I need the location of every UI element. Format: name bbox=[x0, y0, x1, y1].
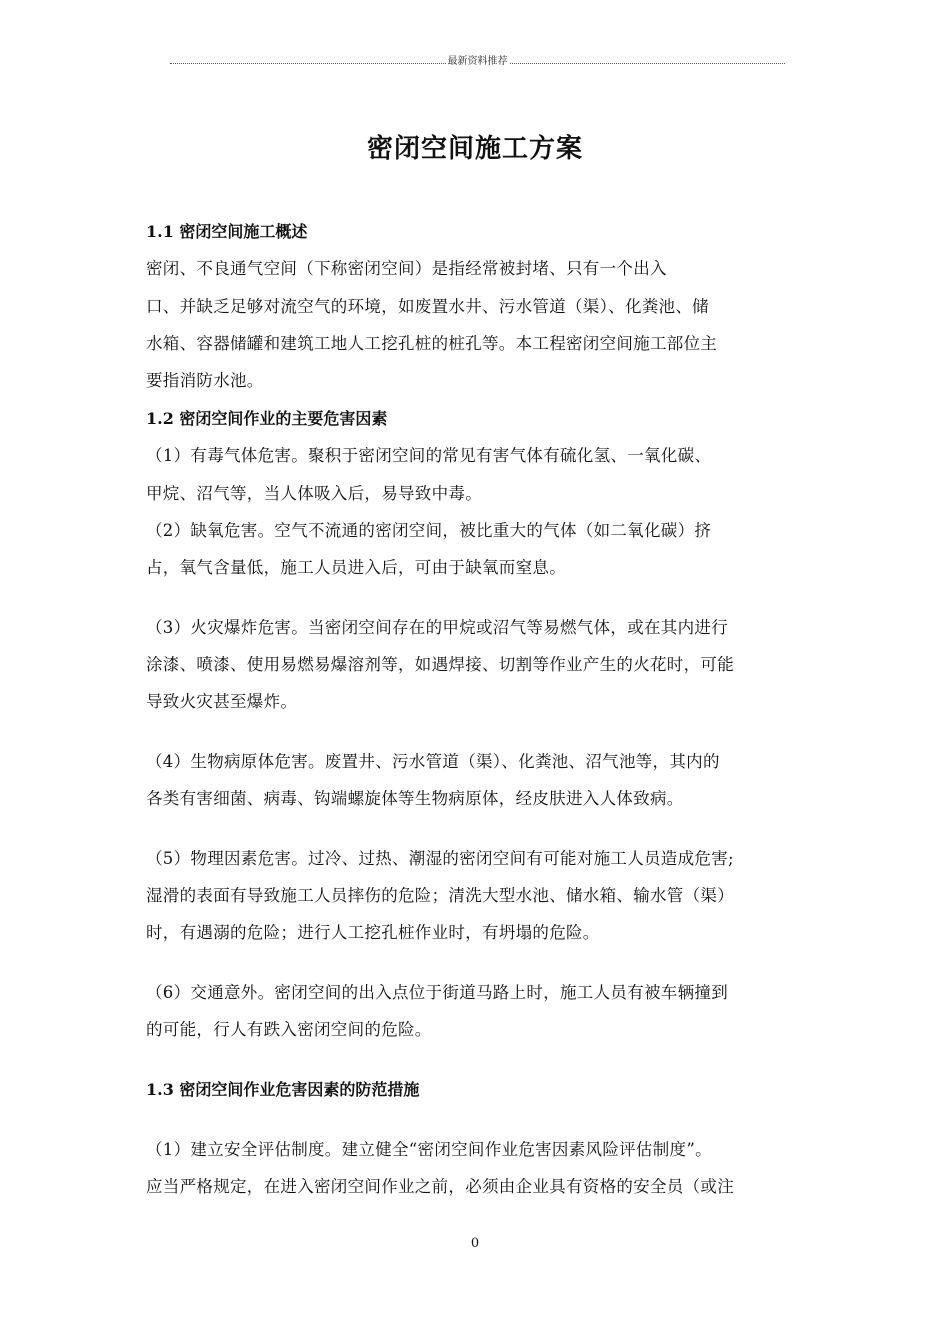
paragraph-line: 口、并缺乏足够对流空气的环境，如废置水井、污水管道（渠）、化粪池、储 bbox=[146, 297, 709, 316]
header-text: 最新资料推荐 bbox=[447, 56, 508, 67]
paragraph-line: （3）火灾爆炸危害。当密闭空间存在的甲烷或沼气等易燃气体，或在其内进行 bbox=[146, 618, 728, 637]
paragraph-line: 的可能，行人有跌入密闭空间的危险。 bbox=[146, 1020, 432, 1039]
paragraph-line: 占，氧气含量低，施工人员进入后，可由于缺氧而窒息。 bbox=[146, 558, 566, 577]
paragraph-line: 湿滑的表面有导致施工人员摔伤的危险；清洗大型水池、储水箱、输水管（渠） bbox=[146, 886, 734, 905]
header-dots-left bbox=[170, 63, 446, 64]
paragraph-line: 导致火灾甚至爆炸。 bbox=[146, 692, 298, 711]
section-heading-1-2: 1.2 密闭空间作业的主要危害因素 bbox=[146, 409, 388, 428]
paragraph-line: 涂漆、喷漆、使用易燃易爆溶剂等，如遇焊接、切割等作业产生的火花时，可能 bbox=[146, 655, 734, 674]
paragraph-line: 甲烷、沼气等，当人体吸入后，易导致中毒。 bbox=[146, 484, 482, 503]
paragraph-line: （1）有毒气体危害。聚积于密闭空间的常见有害气体有硫化氢、一氧化碳、 bbox=[146, 446, 712, 465]
section-heading-1-3: 1.3 密闭空间作业危害因素的防范措施 bbox=[146, 1080, 420, 1099]
paragraph-line: 应当严格规定，在进入密闭空间作业之前，必须由企业具有资格的安全员（或注 bbox=[146, 1177, 734, 1196]
paragraph-line: 时，有遇溺的危险；进行人工挖孔桩作业时，有坍塌的危险。 bbox=[146, 923, 600, 942]
paragraph-line: （5）物理因素危害。过冷、过热、潮湿的密闭空间有可能对施工人员造成危害; bbox=[146, 849, 734, 868]
paragraph-line: 各类有害细菌、病毒、钩端螺旋体等生物病原体，经皮肤进入人体致病。 bbox=[146, 789, 684, 808]
document-title: 密闭空间施工方案 bbox=[366, 134, 583, 164]
paragraph-line: 密闭、不良通气空间（下称密闭空间）是指经常被封堵、只有一个出入 bbox=[146, 259, 667, 278]
paragraph-line: （4）生物病原体危害。废置井、污水管道（渠）、化粪池、沼气池等，其内的 bbox=[146, 752, 720, 771]
section-heading-1-1: 1.1 密闭空间施工概述 bbox=[146, 222, 308, 241]
page-number: 0 bbox=[470, 1236, 480, 1251]
paragraph-line: （2）缺氧危害。空气不流通的密闭空间，被比重大的气体（如二氧化碳）挤 bbox=[146, 521, 712, 540]
paragraph-line: 要指消防水池。 bbox=[146, 371, 264, 390]
paragraph-line: （1）建立安全评估制度。建立健全“密闭空间作业危害因素风险评估制度”。 bbox=[146, 1140, 712, 1159]
paragraph-line: （6）交通意外。密闭空间的出入点位于街道马路上时，施工人员有被车辆撞到 bbox=[146, 983, 728, 1002]
page-header bbox=[170, 56, 785, 68]
paragraph-line: 水箱、容器储罐和建筑工地人工挖孔桩的桩孔等。本工程密闭空间施工部位主 bbox=[146, 334, 718, 353]
header-dots-right bbox=[510, 63, 786, 64]
